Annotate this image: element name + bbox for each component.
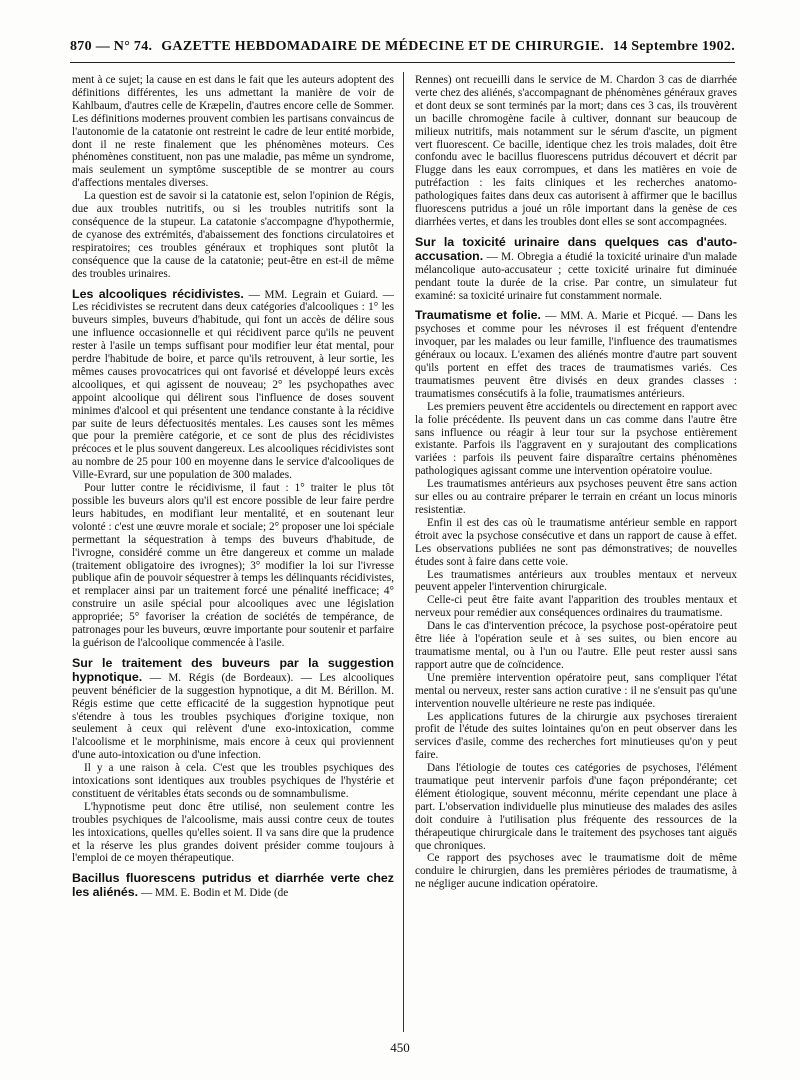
page-folio: 450 (390, 1040, 410, 1055)
section-authors: — M. Obregia a étudié (483, 250, 596, 263)
column-divider (403, 72, 404, 1032)
paragraph: Dans les psychoses et comme pour les névroses il est fréquent d'entendre invoquer, par les malades ou leur famille, l'influence des traumatismes généraux ou locaux. L'examen des aliénés montre d'autre part souvent qu'ils portent en effet des traces de traumatismes variés. Ces traumatismes peuvent être divisés en deux grandes classes : traumatismes consécutifs à la folie, traumatismes antérieurs. (415, 310, 737, 400)
issue-date: 14 Septembre 1902. (612, 39, 735, 54)
section-heading: Traumatisme et folie. (415, 308, 541, 323)
paragraph: Dans l'étiologie de toutes ces catégories de psychoses, l'élément traumatique peut intervenir parfois d'une façon prépondérante; cet élément étiologique, souvent méconnu, mérite cependant une place à part. L'observation individuelle plus minutieuse des malades des asiles doit conduire à l'utilisation plus fréquente des ressources de la thérapeutique chirurgicale dans le traitement des psychoses tant aiguës que chroniques. (415, 762, 737, 852)
section-heading: Bacillus fluorescens putridus et diarrhée verte chez les aliénés. (72, 871, 394, 900)
paragraph: Les traumatismes antérieurs aux troubles mentaux et nerveux peuvent appeler l'intervention chirurgicale. (415, 568, 737, 594)
page-header (70, 36, 735, 58)
paragraph: Pour lutter contre le récidivisme, il faut : 1° traiter le plus tôt possible les buveurs alors qu'il est encore possible de leur faire perdre leurs habitudes, en modifiant leur mentalité, et en soutenant leur volonté : c'est une œuvre morale et sociale; 2° proposer une loi spéciale permettant la séquestration à temps des buveurs d'habitude, de l'ivrogne, considéré comme un être dangereux et comme un malade (traitement obligatoire des ivrognes); 3° modifier la loi sur l'ivresse publique afin de pouvoir séquestrer à temps les délinquants récidivistes, et remplacer ainsi par un traitement forcé une pénalité inefficace; 4° construire un asile spécial pour alcooliques avec une législation appropriée; 5° favoriser la création de sociétés de tempérance, de patronages pour les buveurs, œuvre importante pour soutenir et parfaire la guérison de l'alcoolique commencée à l'asile. (72, 482, 394, 649)
paragraph: Ce rapport des psychoses avec le traumatisme doit de même conduire le chirurgien, dans les premières périodes de traumatisme, à ne négliger aucune indication opératoire. (415, 852, 737, 891)
journal-title: GAZETTE HEBDOMADAIRE DE MÉDECINE ET DE CHIRURGIE. (161, 39, 604, 54)
section-toxicite-urinaire (415, 236, 737, 303)
section-authors: — MM. A. Marie et Picqué. — (540, 310, 698, 323)
paragraph: Il y a une raison à cela. C'est que les troubles psychiques des intoxications sont identiques aux troubles psychiques de l'hystérie et constituent de véritables états seconds ou de somnambulisme. (72, 762, 394, 800)
paragraph: Les traumatismes antérieurs aux psychoses peuvent être sans action sur elles ou au contraire préparer le terrain en créant un locus minoris resistentiæ. (415, 478, 737, 516)
header-rule (70, 62, 735, 63)
section-heading: Les alcooliques récidivistes. (72, 286, 244, 301)
paragraph: Rennes) ont recueilli dans le service de M. Chardon 3 cas de diarrhée verte chez des aliénés, s'accompagnant de phénomènes généraux graves et dont deux se sont terminés par la mort; dans ces 3 cas, ils trouvèrent un bacille chromogène facile à cultiver, donnant sur beaucoup de milieux nutritifs, mais notamment sur le sérum d'ascite, un pigment vert fluorescent. Ce bacille, identique chez les trois malades, doit être confondu avec le bacillus fluorescens putridus découvert et décrit par Flugge dans les eaux corrompues, et dans les matières en voie de putréfaction : les faits cliniques et les recherches anatomo-pathologiques faites dans deux cas autorisent à affirmer que le bacillus fluorescens putridus a joué un rôle important dans la genèse de ces diarrhées vertes, et dans les troubles dont elles se sont accompagnées. (415, 74, 737, 228)
paragraph: L'hypnotisme peut donc être utilisé, non seulement contre les troubles psychiques de l'alcoolisme, mais aussi contre ceux de toutes les intoxications, quelles qu'elles soient. Il va sans dire que la prudence et la réserve les plus grandes doivent présider comme toujours à l'emploi de ce moyen thérapeutique. (72, 800, 394, 865)
paragraph: Une première intervention opératoire peut, sans compliquer l'état mental ou nerveux, rester sans action curative : il ne s'ensuit pas qu'une intervention nouvelle ultérieure ne reste pas indiquée. (415, 671, 737, 710)
paragraph: Les applications futures de la chirurgie aux psychoses tireraient profit de l'étude des suites lointaines qu'on en peut observer dans les services d'asile, comme des recherches fort minutieuses qu'on y peut faire. (415, 710, 737, 762)
section-alcooliques (72, 288, 394, 483)
right-column (415, 74, 737, 891)
section-suggestion-hypnotique (72, 657, 394, 762)
paragraph: Dans le cas d'intervention précoce, la psychose post-opératoire peut être liée à l'opération seule et à ses suites, ou bien encore au traumatisme mental, ou à l'un ou l'autre. Elle peut rester aussi sans rapport autre que de coïncidence. (415, 620, 737, 671)
paragraph: Les récidivistes se recrutent dans deux catégories d'alcooliques : 1° les buveurs simples, buveurs d'habitude, qui font un accès de délire sous une influence occasionnelle et qui récidivent parce qu'ils ne peuvent rester à l'asile un temps suffisant pour modifier leur état mental, pour perdre l'habitude de boire, et parce qu'ils retrouvent, à leur sortie, les mêmes causes provocatrices qui ont favorisé et développé leurs excès alcooliques, et qui agissent de nouveau; 2° les psychopathes avec appoint alcoolique qui délirent sous l'influence de doses souvent minimes d'alcool et qui présentent une tendance constante à la récidive par suite de leurs défectuosités mentales. Les causes sont les mêmes que pour la première catégorie, et ce sont de plus des récidivistes précoces et le plus souvent dangereux. Les alcooliques récidivistes sont au nombre de 25 pour 100 en moyenne dans le service d'alcooliques de Ville-Evrard, sur une population de 300 malades. (72, 301, 394, 482)
section-traumatisme (415, 309, 737, 400)
section-authors: — MM. E. Bodin et M. Dide (de (138, 887, 289, 900)
paragraph: Celle-ci peut être faite avant l'apparition des troubles mentaux et nerveux pour remédier aux conséquences ordinaires du traumatisme. (415, 594, 737, 620)
section-bacillus (72, 872, 394, 900)
paragraph: Enfin il est des cas où le traumatisme antérieur semble en rapport étroit avec la psychose consécutive et dans un rapport de cause à effet. Les observations publiées ne sont pas démonstratives; de nouvelles études sont à faire dans cette voie. (415, 516, 737, 568)
left-column (72, 74, 394, 900)
section-heading: Sur le traitement des buveurs par la suggestion hypnotique. (72, 655, 394, 684)
section-authors: — M. Régis (de Bordeaux). — (142, 671, 320, 684)
section-authors: — MM. Legrain et Guiard. — (243, 288, 394, 301)
paragraph: ment à ce sujet; la cause en est dans le fait que les auteurs adoptent des définitions différentes, les uns admettant la manière de voir de Kahlbaum, d'autres celle de Kræpelin, d'autres encore celle de Sommer. Les définitions modernes prouvent combien les partisans convaincus de l'autonomie de la catatonie ont restreint le cadre de leur entité morbide, dont il ne reste finalement que les phénomènes moteurs. Ces phénomènes constituent, non pas une maladie, pas même un syndrome, mais seulement un symptôme susceptible de se montrer au cours d'affections mentales diverses. (72, 74, 394, 190)
paragraph: la toxicité urinaire d'un malade mélancolique auto-accusateur ; cette toxicité urinaire fut diminuée pendant toute la durée de la crise. Par contre, un simulateur fut examiné: sa toxicité urinaire fut constamment normale. (415, 250, 737, 302)
paragraph: La question est de savoir si la catatonie est, selon l'opinion de Régis, due aux troubles nutritifs, ou si les troubles nutritifs sont la conséquence de la stupeur. La catatonie s'accompagne d'hypothermie, de cyanose des extrémités, d'abaissement des fonctions circulatoires et respiratoires; ces troubles généraux et trophiques sont plutôt la conséquence que la cause de la catatonie; peut-être en est-il de même des troubles urinaires. (72, 190, 394, 280)
section-heading: Sur la toxicité urinaire dans quelques cas d'auto-accusation. (415, 234, 737, 263)
page-number-issue: 870 — N° 74. (70, 39, 153, 54)
paragraph: Les premiers peuvent être accidentels ou directement en rapport avec la folie précédente. Ils peuvent dans un cas comme dans l'autre être sans influence ou réagir à leur tour sur la psychose entièrement existante. Parfois ils l'aggravent en y surajoutant des complications variées : parfois ils peuvent faire disparaître certains phénomènes pathologiques agissant comme une intervention opératoire voulue. (415, 400, 737, 478)
paragraph: Les alcooliques peuvent bénéficier de la suggestion hypnotique, a dit M. Bérillon. M. Régis estime que cette efficacité de la suggestion hypnotique peut s'étendre à tous les troubles psychiques d'origine toxique, non seulement à ceux qui relèvent d'une exo-intoxication, comme l'alcoolisme et le morphinisme, mais encore à ceux qui proviennent d'une auto-intoxication ou d'une infection. (72, 671, 394, 762)
